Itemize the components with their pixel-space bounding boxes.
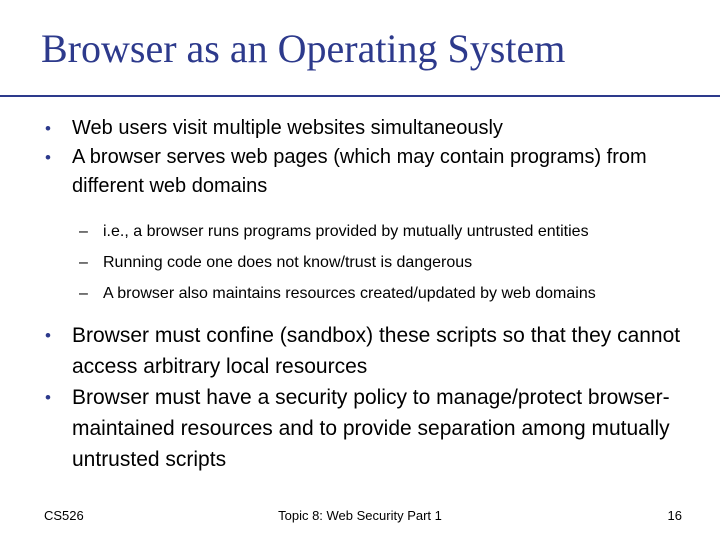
title-divider bbox=[0, 95, 720, 97]
footer-topic: Topic 8: Web Security Part 1 bbox=[278, 508, 442, 523]
bullet-text: Browser must have a security policy to manage/protect browser-maintained resources and to provide separation among mutually untrusted scripts bbox=[72, 386, 670, 471]
sub-bullet-item bbox=[0, 283, 720, 304]
sub-bullet-text: A browser also maintains resources created/updated by web domains bbox=[103, 285, 596, 302]
dash-mark: – bbox=[79, 223, 88, 240]
bullet-text: A browser serves web pages (which may contain programs) from different web domains bbox=[72, 146, 647, 197]
bullet-mark: • bbox=[45, 148, 51, 167]
bullet-item bbox=[0, 382, 720, 475]
bullet-text: Browser must confine (sandbox) these scripts so that they cannot access arbitrary local resources bbox=[72, 324, 681, 378]
dash-mark: – bbox=[79, 254, 88, 271]
slide-body bbox=[0, 114, 720, 475]
bullet-item bbox=[0, 320, 720, 382]
slide-title: Browser as an Operating System bbox=[41, 26, 566, 71]
bullet-text: Web users visit multiple websites simultaneously bbox=[72, 117, 503, 139]
bullet-item bbox=[0, 114, 720, 143]
bullet-mark: • bbox=[45, 326, 51, 345]
dash-mark: – bbox=[79, 285, 88, 302]
footer-page-number: 16 bbox=[667, 508, 682, 523]
bullet-item bbox=[0, 143, 720, 201]
footer-course: CS526 bbox=[44, 508, 84, 523]
bullet-mark: • bbox=[45, 388, 51, 407]
sub-bullet-list bbox=[0, 221, 720, 304]
sub-bullet-item bbox=[0, 252, 720, 273]
sub-bullet-text: i.e., a browser runs programs provided by mutually untrusted entities bbox=[103, 223, 589, 240]
sub-bullet-item bbox=[0, 221, 720, 242]
sub-bullet-text: Running code one does not know/trust is dangerous bbox=[103, 254, 473, 271]
bullet-mark: • bbox=[45, 119, 51, 138]
